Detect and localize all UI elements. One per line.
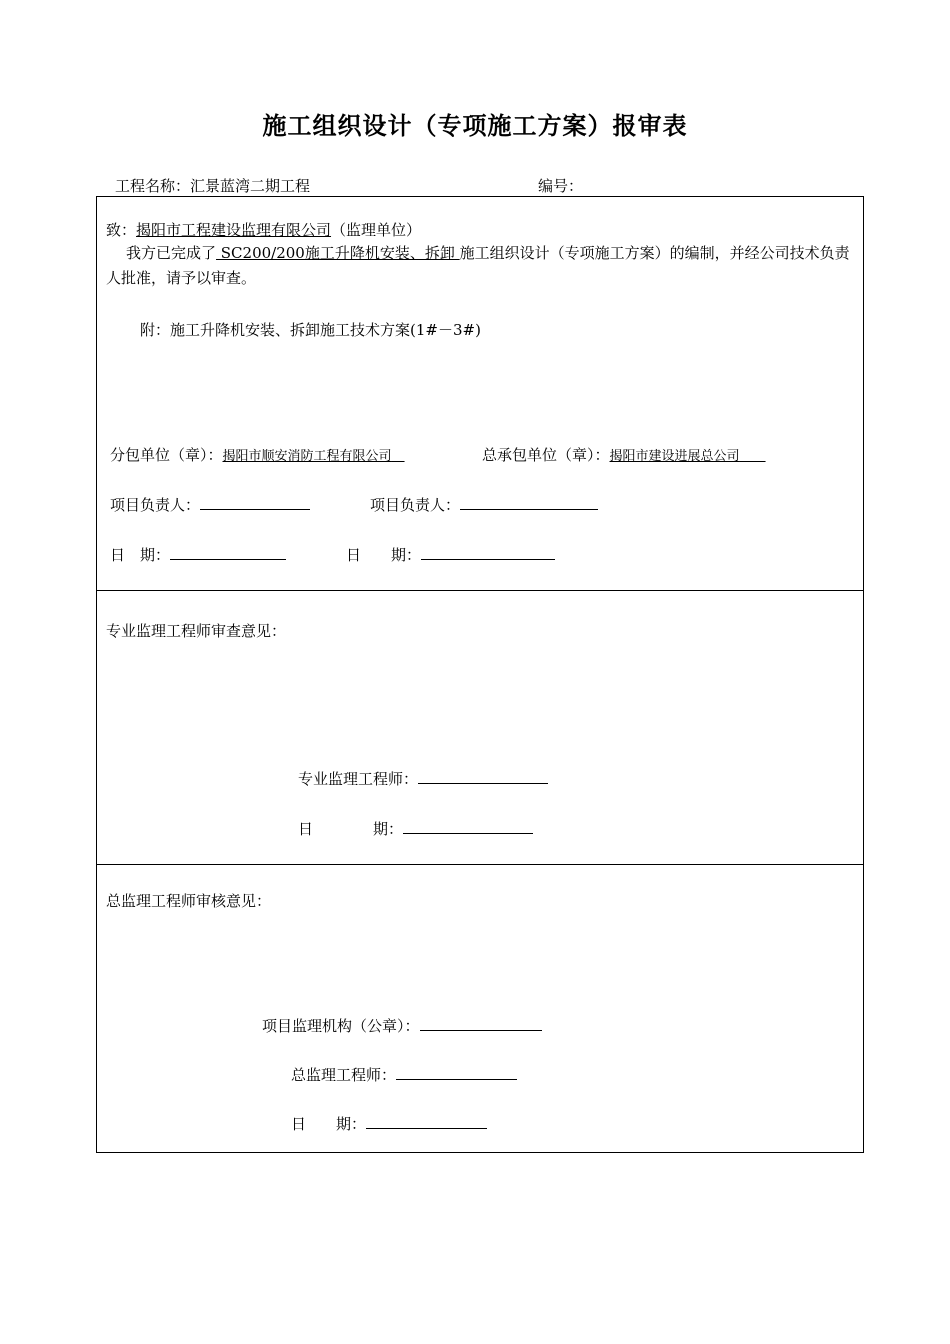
manager-label-2: 项目负责人： xyxy=(370,496,461,514)
subcontractor-row xyxy=(110,444,405,465)
manager-signature-line-1[interactable] xyxy=(200,495,310,510)
statement-prefix: 我方已完成了 xyxy=(126,244,217,262)
chief-engineer-label: 总监理工程师： xyxy=(291,1066,397,1084)
project-name-label: 工程名称： xyxy=(115,177,191,195)
supervision-org-row xyxy=(262,1015,542,1036)
chief-engineer-row xyxy=(291,1064,517,1085)
manager-label-1: 项目负责人： xyxy=(110,496,201,514)
manager-signature-line-2[interactable] xyxy=(460,495,598,510)
engineer-signature-line[interactable] xyxy=(418,769,548,784)
engineer-label: 专业监理工程师： xyxy=(298,770,419,788)
date-label-2: 日 期： xyxy=(346,546,422,564)
attachment-note: 附：施工升降机安装、拆卸施工技术方案(1#－3#) xyxy=(140,321,481,339)
addressee-label: 致： xyxy=(106,221,137,239)
general-contractor-row xyxy=(482,444,766,465)
supervision-org-stamp-line[interactable] xyxy=(420,1016,542,1031)
general-contractor-value: 揭阳市建设进展总公司 xyxy=(609,449,740,464)
submission-statement xyxy=(106,241,856,291)
supervision-unit-name: 揭阳市工程建设监理有限公司 xyxy=(136,221,332,239)
contractor-date-row xyxy=(346,544,555,565)
general-contractor-label: 总承包单位（章）： xyxy=(482,446,610,464)
chief-date-row xyxy=(291,1113,487,1134)
subcontractor-value: 揭阳市顺安消防工程有限公司 xyxy=(222,449,392,464)
engineer-date-label: 日 期： xyxy=(298,820,404,838)
engineer-date-line[interactable] xyxy=(403,819,533,834)
date-line-2[interactable] xyxy=(421,545,555,560)
chief-engineer-signature-line[interactable] xyxy=(396,1065,517,1080)
engineer-date-row xyxy=(298,818,533,839)
subcontractor-manager-row xyxy=(110,494,310,515)
supervision-unit-suffix: （监理单位） xyxy=(331,221,422,239)
project-name-row xyxy=(115,175,310,196)
engineer-signature-row xyxy=(298,768,548,789)
statement-rest: 施工组织设计（专项施工方案）的编制，并经公司技术负责人批准，请予以审查。 xyxy=(106,244,850,287)
subcontractor-date-row xyxy=(110,544,286,565)
engineer-review-heading: 专业监理工程师审查意见： xyxy=(106,622,287,640)
chief-review-heading: 总监理工程师审核意见： xyxy=(106,892,272,910)
form-number-label: 编号： xyxy=(538,177,584,195)
addressee-row xyxy=(106,219,421,240)
date-label-1: 日 期： xyxy=(110,546,171,564)
date-line-1[interactable] xyxy=(170,545,286,560)
chief-date-label: 日 期： xyxy=(291,1115,367,1133)
subcontractor-label: 分包单位（章）： xyxy=(110,446,223,464)
statement-item: SC200/200施工升降机安装、拆卸 xyxy=(216,244,460,262)
page-title: 施工组织设计（专项施工方案）报审表 xyxy=(262,111,688,140)
project-name-value: 汇景蓝湾二期工程 xyxy=(190,177,311,195)
contractor-manager-row xyxy=(370,494,598,515)
chief-date-line[interactable] xyxy=(366,1114,487,1129)
supervision-org-label: 项目监理机构（公章）： xyxy=(262,1017,420,1035)
